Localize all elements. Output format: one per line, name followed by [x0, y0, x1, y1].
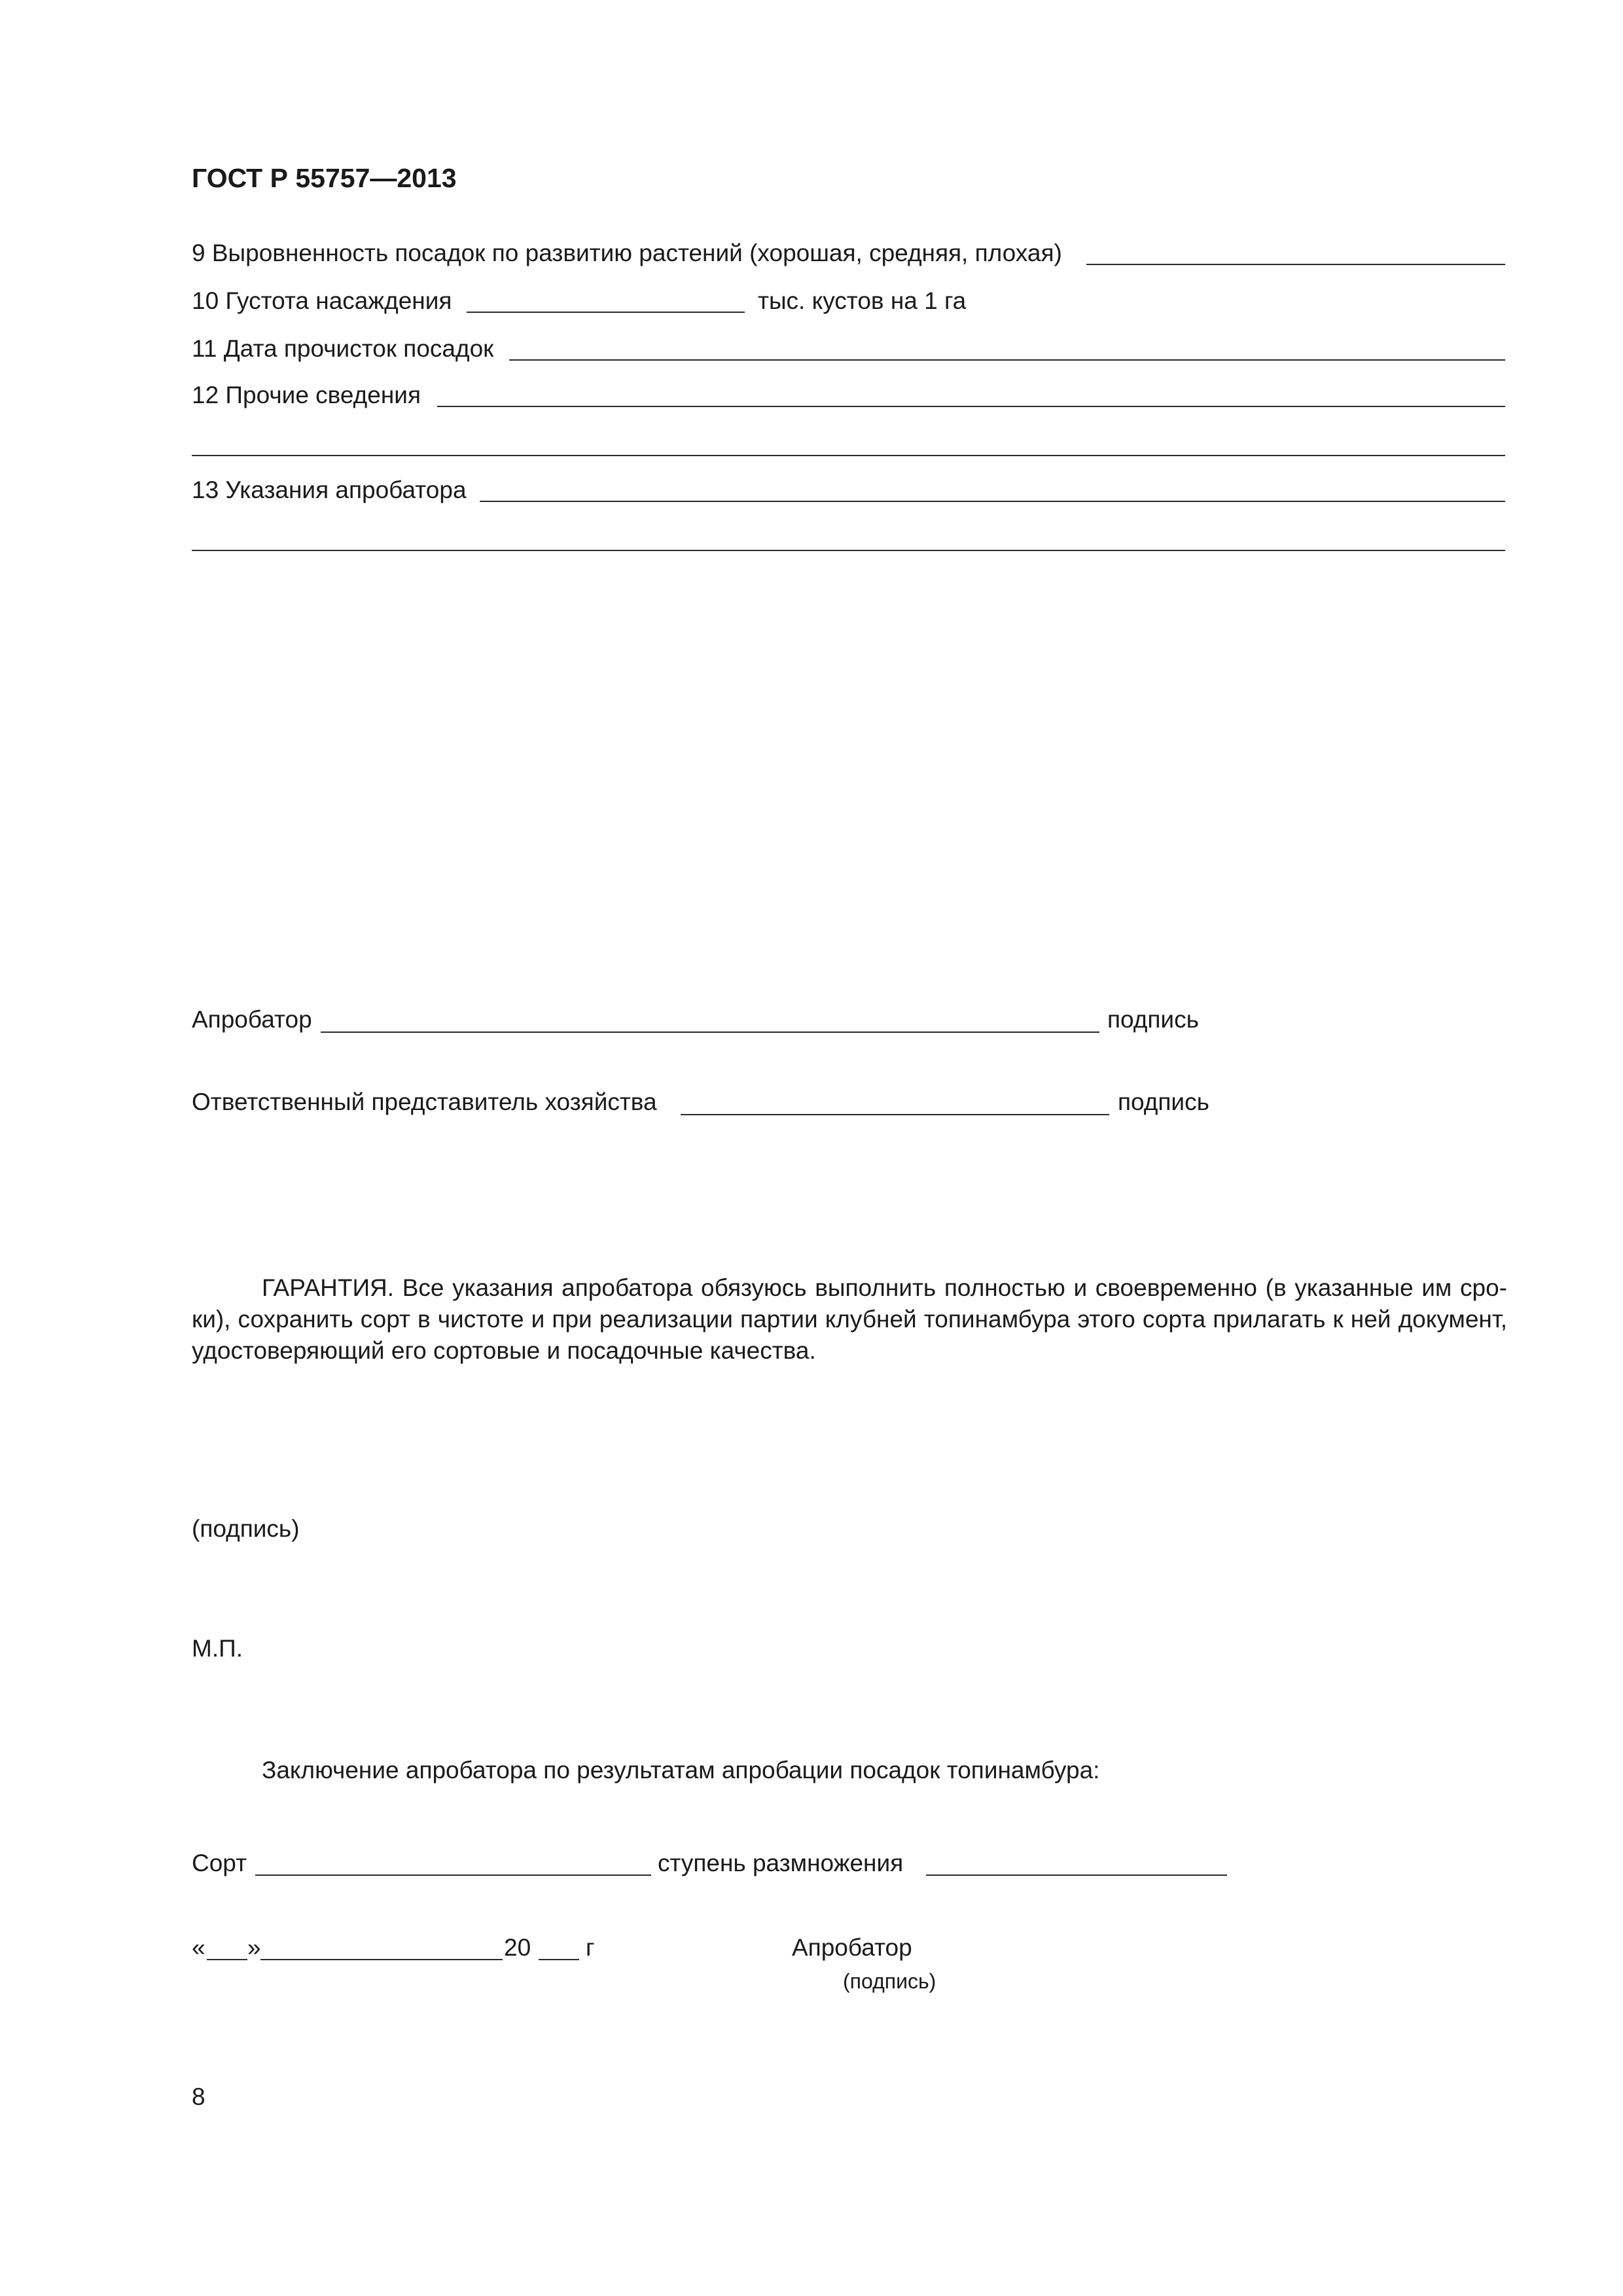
date-year-line — [539, 1959, 579, 1960]
date-day-line — [207, 1959, 247, 1960]
item-11-label: 11 Дата прочисток посадок — [192, 335, 494, 362]
date-year-prefix: 20 — [504, 1934, 531, 1961]
item-13-label: 13 Указания апробатора — [192, 476, 467, 503]
item-12-fill-line — [437, 406, 1505, 407]
item-10-fill-line — [467, 312, 745, 313]
conclusion-approbator-label: Апробатор — [792, 1934, 912, 1961]
item-10-label: 10 Густота насаждения — [192, 287, 452, 314]
guarantee-paragraph: ГАРАНТИЯ. Все указания апробатора обязуюсь выполнить полностью и своевременно (в указанные им сроки), сохранить сорт в чистоте и при реализации партии клубней топинамбура этого сорта прилагать к ней документ, удостоверяющий его сортовые и посадочные качества. — [192, 1274, 1507, 1364]
date-month-line — [260, 1959, 503, 1960]
item-13-extra-line — [192, 550, 1505, 551]
sort-label: Сорт — [192, 1850, 247, 1876]
item-9-label: 9 Выровненность посадок по развитию растений (хорошая, средняя, плохая) — [192, 240, 1062, 266]
date-year-suffix: г — [586, 1934, 595, 1961]
stage-label: ступень размножения — [658, 1850, 904, 1876]
item-12-extra-line — [192, 455, 1505, 456]
stamp-place: М.П. — [192, 1635, 243, 1662]
approbator-signature-line — [321, 1031, 1099, 1033]
date-quote-close: » — [247, 1934, 261, 1961]
date-quote-open: « — [192, 1934, 205, 1961]
item-12-label: 12 Прочие сведения — [192, 382, 421, 408]
representative-signature-caption: подпись — [1118, 1088, 1209, 1115]
conclusion-signature-caption: (подпись) — [843, 1969, 936, 1993]
item-9-fill-line — [1086, 264, 1505, 265]
page-number: 8 — [192, 2083, 205, 2110]
approbator-label: Апробатор — [192, 1006, 312, 1033]
representative-label: Ответственный представитель хозяйства — [192, 1088, 657, 1115]
conclusion-heading: Заключение апробатора по результатам апробации посадок топинамбура: — [262, 1757, 1100, 1784]
document-code: ГОСТ Р 55757—2013 — [192, 163, 457, 193]
sort-fill-line — [255, 1874, 651, 1876]
signature-placeholder: (подпись) — [192, 1515, 300, 1542]
representative-signature-line — [681, 1114, 1109, 1115]
stage-fill-line — [926, 1874, 1227, 1876]
item-10-unit: тыс. кустов на 1 га — [758, 287, 967, 314]
item-13-fill-line — [480, 501, 1505, 502]
approbator-signature-caption: подпись — [1107, 1006, 1199, 1033]
item-11-fill-line — [509, 359, 1505, 361]
